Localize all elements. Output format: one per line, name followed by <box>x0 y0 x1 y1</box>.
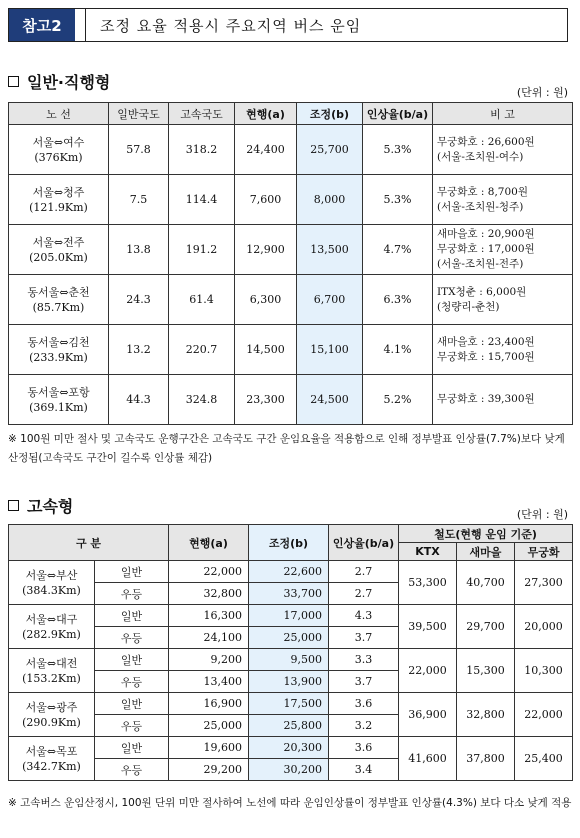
remark-line: 무궁화호 : 15,700원 <box>437 350 535 363</box>
remarks-cell <box>433 225 573 275</box>
adjusted-fare-cell: 8,000 <box>297 175 363 225</box>
col-general-road: 일반국도 <box>109 103 169 125</box>
remark-line: (청량리-춘천) <box>437 300 500 313</box>
section2-footnote <box>8 794 572 813</box>
rate-cell: 3.7 <box>329 671 399 693</box>
adjusted-fare-cell: 24,500 <box>297 375 363 425</box>
table-row <box>9 605 573 627</box>
rate-cell: 6.3% <box>363 275 433 325</box>
class-cell: 우등 <box>95 627 169 649</box>
route-name: 서울⇔목포 <box>25 744 78 758</box>
route-cell <box>9 125 109 175</box>
current-fare-cell: 19,600 <box>169 737 249 759</box>
table-row <box>9 693 573 715</box>
route-cell <box>9 561 95 605</box>
ktx-fare-cell: 36,900 <box>399 693 457 737</box>
remarks-cell <box>433 375 573 425</box>
expressway-cell: 114.4 <box>169 175 235 225</box>
table-row <box>9 561 573 583</box>
route-name: 서울⇔전주 <box>32 235 85 249</box>
remark-line: (서울-조치원-청주) <box>437 200 524 213</box>
class-cell: 일반 <box>95 693 169 715</box>
rate-cell: 3.6 <box>329 693 399 715</box>
route-cell <box>9 225 109 275</box>
route-cell <box>9 605 95 649</box>
adjusted-fare-cell: 30,200 <box>249 759 329 781</box>
remark-line: 새마을호 : 20,900원 <box>437 228 535 240</box>
current-fare-cell: 24,100 <box>169 627 249 649</box>
section1-footnote <box>8 430 572 468</box>
adjusted-fare-cell: 13,500 <box>297 225 363 275</box>
remark-line: 무궁화호 : 26,600원 <box>437 135 535 148</box>
rate-cell: 3.6 <box>329 737 399 759</box>
adjusted-fare-cell: 20,300 <box>249 737 329 759</box>
current-fare-cell: 22,000 <box>169 561 249 583</box>
section1-heading <box>8 70 110 93</box>
col-mugunghwa: 무궁화 <box>515 543 573 561</box>
col-remarks: 비 고 <box>433 103 573 125</box>
mugunghwa-fare-cell: 10,300 <box>515 649 573 693</box>
remark-line: ITX청춘 : 6,000원 <box>437 285 527 298</box>
adjusted-fare-cell: 9,500 <box>249 649 329 671</box>
route-name: 서울⇔청주 <box>32 185 85 199</box>
col-rail: 철도(현행 운임 기준) <box>399 525 573 543</box>
col-saemaeul: 새마을 <box>457 543 515 561</box>
title-bar <box>8 8 568 42</box>
table-row <box>9 125 573 175</box>
general-road-cell: 57.8 <box>109 125 169 175</box>
expressway-cell: 318.2 <box>169 125 235 175</box>
col-division: 구 분 <box>9 525 169 561</box>
rate-cell: 3.3 <box>329 649 399 671</box>
adjusted-fare-cell: 22,600 <box>249 561 329 583</box>
ktx-fare-cell: 22,000 <box>399 649 457 693</box>
current-fare-cell: 9,200 <box>169 649 249 671</box>
route-distance: (369.1Km) <box>29 400 88 414</box>
saemaeul-fare-cell: 40,700 <box>457 561 515 605</box>
route-cell <box>9 737 95 781</box>
general-route-table <box>8 102 573 425</box>
remark-line: 무궁화호 : 39,300원 <box>437 393 535 405</box>
table-row <box>9 375 573 425</box>
current-fare-cell: 16,300 <box>169 605 249 627</box>
section2-footnote-text: 고속버스 운임산정시, 100원 단위 미만 절사하여 노선에 따라 운임인상률이 정부발표 인상률(4.3%) 보다 다소 낮게 적용 <box>20 797 572 809</box>
route-distance: (153.2Km) <box>22 671 81 685</box>
mugunghwa-fare-cell: 25,400 <box>515 737 573 781</box>
rate-cell: 3.4 <box>329 759 399 781</box>
route-name: 서울⇔대구 <box>25 612 78 626</box>
class-cell: 일반 <box>95 605 169 627</box>
ktx-fare-cell: 39,500 <box>399 605 457 649</box>
adjusted-fare-cell: 25,000 <box>249 627 329 649</box>
section1-title: 일반·직행형 <box>27 73 111 92</box>
rate-cell: 5.2% <box>363 375 433 425</box>
table-row <box>9 275 573 325</box>
general-road-cell: 7.5 <box>109 175 169 225</box>
ktx-fare-cell: 53,300 <box>399 561 457 605</box>
table-row <box>9 325 573 375</box>
adjusted-fare-cell: 25,800 <box>249 715 329 737</box>
route-cell <box>9 325 109 375</box>
rate-cell: 5.3% <box>363 125 433 175</box>
remark-line: 무궁화호 : 8,700원 <box>437 185 528 198</box>
current-fare-cell: 29,200 <box>169 759 249 781</box>
adjusted-fare-cell: 15,100 <box>297 325 363 375</box>
expressway-cell: 324.8 <box>169 375 235 425</box>
remarks-cell <box>433 125 573 175</box>
general-road-cell: 13.2 <box>109 325 169 375</box>
adjusted-fare-cell: 25,700 <box>297 125 363 175</box>
route-cell <box>9 175 109 225</box>
rate-cell: 4.1% <box>363 325 433 375</box>
general-road-cell: 44.3 <box>109 375 169 425</box>
current-fare-cell: 16,900 <box>169 693 249 715</box>
class-cell: 우등 <box>95 583 169 605</box>
class-cell: 일반 <box>95 649 169 671</box>
ktx-fare-cell: 41,600 <box>399 737 457 781</box>
expressway-cell: 191.2 <box>169 225 235 275</box>
col-rate: 인상율(b/a) <box>329 525 399 561</box>
col-adjusted: 조정(b) <box>249 525 329 561</box>
current-fare-cell: 14,500 <box>235 325 297 375</box>
col-current: 현행(a) <box>169 525 249 561</box>
route-distance: (85.7Km) <box>32 300 85 314</box>
rate-cell: 2.7 <box>329 583 399 605</box>
remark-line: (서울-조치원-여수) <box>437 150 524 163</box>
section2-title: 고속형 <box>27 497 74 516</box>
route-cell <box>9 693 95 737</box>
expressway-cell: 61.4 <box>169 275 235 325</box>
general-road-cell: 13.8 <box>109 225 169 275</box>
route-name: 동서울⇔김천 <box>27 335 90 349</box>
section2-heading <box>8 494 73 517</box>
route-cell <box>9 649 95 693</box>
route-name: 서울⇔부산 <box>25 568 78 582</box>
page-title: 조정 요율 적용시 주요지역 버스 운임 <box>85 9 567 41</box>
section1-footnote-text: 100원 미만 절사 및 고속국도 운행구간은 고속국도 구간 운임요율을 적용함으로 인해 정부발표 인상률(7.7%)보다 낮게 산정됨(고속국도 구간이 길수록 인상률 체감) <box>8 433 565 464</box>
saemaeul-fare-cell: 32,800 <box>457 693 515 737</box>
table-row <box>9 175 573 225</box>
rate-cell: 4.3 <box>329 605 399 627</box>
col-rate: 인상율(b/a) <box>363 103 433 125</box>
route-name: 서울⇔대전 <box>25 656 78 670</box>
rate-cell: 2.7 <box>329 561 399 583</box>
adjusted-fare-cell: 6,700 <box>297 275 363 325</box>
rate-cell: 3.7 <box>329 627 399 649</box>
col-expressway: 고속국도 <box>169 103 235 125</box>
remark-line: 무궁화호 : 17,000원 <box>437 243 535 255</box>
square-bullet-icon <box>8 76 19 87</box>
rate-cell: 4.7% <box>363 225 433 275</box>
table-row <box>9 225 573 275</box>
route-distance: (233.9Km) <box>29 350 88 364</box>
express-route-table <box>8 524 573 781</box>
note-mark-icon: ※ <box>8 797 17 809</box>
current-fare-cell: 7,600 <box>235 175 297 225</box>
general-road-cell: 24.3 <box>109 275 169 325</box>
note-mark-icon: ※ <box>8 433 17 445</box>
table-row <box>9 737 573 759</box>
route-distance: (376Km) <box>34 150 83 164</box>
class-cell: 일반 <box>95 561 169 583</box>
route-name: 서울⇔광주 <box>25 700 78 714</box>
remarks-cell <box>433 325 573 375</box>
expressway-cell: 220.7 <box>169 325 235 375</box>
current-fare-cell: 13,400 <box>169 671 249 693</box>
adjusted-fare-cell: 13,900 <box>249 671 329 693</box>
current-fare-cell: 6,300 <box>235 275 297 325</box>
route-name: 서울⇔여수 <box>32 135 85 149</box>
route-distance: (342.7Km) <box>22 759 81 773</box>
current-fare-cell: 23,300 <box>235 375 297 425</box>
current-fare-cell: 24,400 <box>235 125 297 175</box>
remarks-cell <box>433 175 573 225</box>
col-adjusted: 조정(b) <box>297 103 363 125</box>
remark-line: (서울-조치원-전주) <box>437 258 524 270</box>
route-distance: (384.3Km) <box>22 583 81 597</box>
adjusted-fare-cell: 33,700 <box>249 583 329 605</box>
mugunghwa-fare-cell: 22,000 <box>515 693 573 737</box>
remark-line: 새마을호 : 23,400원 <box>437 335 535 348</box>
col-route: 노 선 <box>9 103 109 125</box>
square-bullet-icon <box>8 500 19 511</box>
saemaeul-fare-cell: 15,300 <box>457 649 515 693</box>
mugunghwa-fare-cell: 20,000 <box>515 605 573 649</box>
route-distance: (290.9Km) <box>22 715 81 729</box>
mugunghwa-fare-cell: 27,300 <box>515 561 573 605</box>
route-distance: (205.0Km) <box>29 250 88 264</box>
class-cell: 우등 <box>95 759 169 781</box>
adjusted-fare-cell: 17,000 <box>249 605 329 627</box>
route-distance: (121.9Km) <box>29 200 88 214</box>
table-row <box>9 649 573 671</box>
current-fare-cell: 25,000 <box>169 715 249 737</box>
route-cell <box>9 375 109 425</box>
remarks-cell <box>433 275 573 325</box>
class-cell: 우등 <box>95 715 169 737</box>
saemaeul-fare-cell: 37,800 <box>457 737 515 781</box>
col-current: 현행(a) <box>235 103 297 125</box>
saemaeul-fare-cell: 29,700 <box>457 605 515 649</box>
section1-unit: (단위 : 원) <box>516 86 568 99</box>
rate-cell: 3.2 <box>329 715 399 737</box>
current-fare-cell: 12,900 <box>235 225 297 275</box>
adjusted-fare-cell: 17,500 <box>249 693 329 715</box>
route-name: 동서울⇔춘천 <box>27 285 90 299</box>
route-name: 동서울⇔포항 <box>27 385 90 399</box>
section2-unit: (단위 : 원) <box>516 508 568 521</box>
class-cell: 우등 <box>95 671 169 693</box>
route-distance: (282.9Km) <box>22 627 81 641</box>
rate-cell: 5.3% <box>363 175 433 225</box>
col-ktx: KTX <box>399 543 457 561</box>
route-cell <box>9 275 109 325</box>
reference-tag: 참고2 <box>9 9 75 41</box>
class-cell: 일반 <box>95 737 169 759</box>
current-fare-cell: 32,800 <box>169 583 249 605</box>
